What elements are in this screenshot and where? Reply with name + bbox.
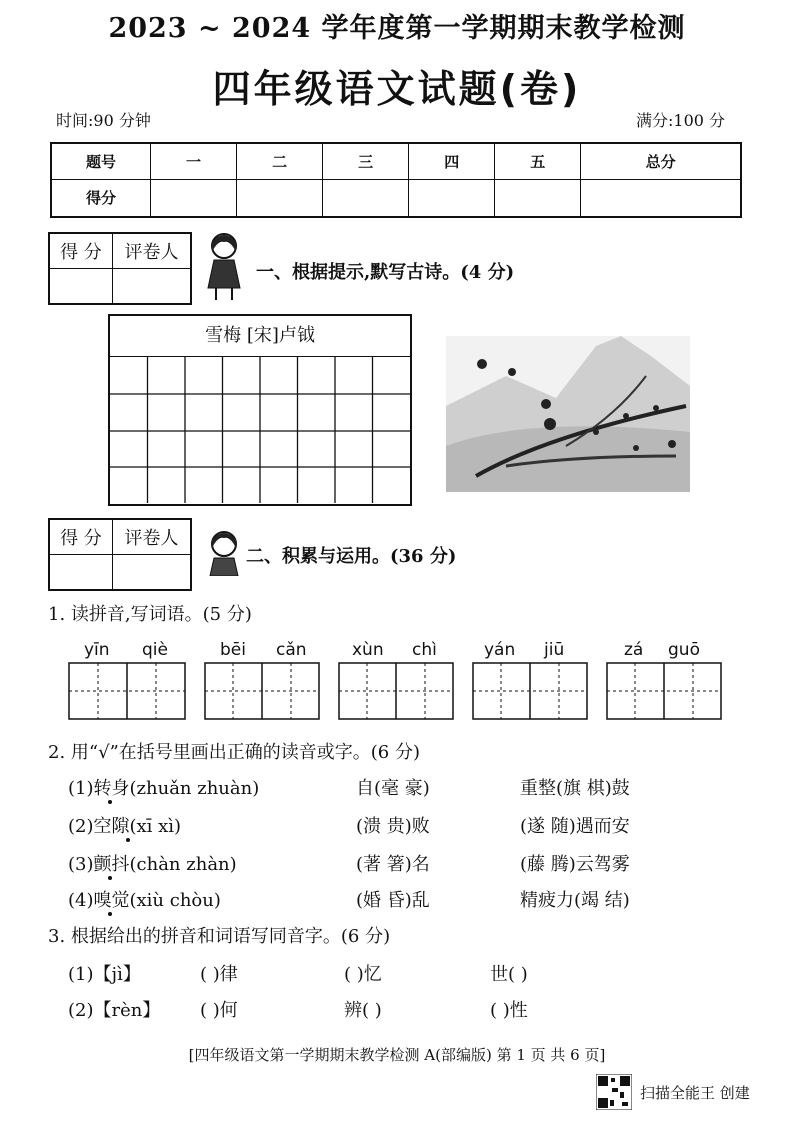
score-table-header: 题号 [51,143,151,179]
score-cell[interactable] [409,179,495,217]
writing-box[interactable] [68,662,186,720]
q3-blank[interactable]: 辨( ) [344,1000,382,1021]
pinyin: yīn [84,640,110,660]
score-table [50,142,742,218]
poem-title: 雪梅 [宋]卢钺 [110,316,410,357]
q3-title: 3. 根据给出的拼音和词语写同音字。(6 分) [48,926,391,947]
q3-blank[interactable]: ( )忆 [344,964,382,985]
q2-item[interactable]: (4)嗅觉(xiù chòu) [68,890,221,911]
score-table-header: 一 [151,143,237,179]
pinyin: chì [412,640,437,660]
q3-blank[interactable]: ( )律 [200,964,238,985]
pinyin: qiè [142,640,168,660]
q3-blank[interactable]: 世( ) [490,964,528,985]
qr-code-icon [596,1074,632,1110]
q2-item[interactable]: 自(毫 豪) [356,778,430,799]
exam-full-score: 满分:100 分 [636,111,726,130]
q2-item[interactable]: (藤 腾)云驾雾 [520,854,630,875]
grader-label: 评卷人 [112,233,191,269]
emphasis-dot [108,876,112,880]
q2-item[interactable]: (1)转身(zhuǎn zhuàn) [68,778,260,799]
grader-box-section1 [48,232,192,305]
q3-blank[interactable]: ( )何 [200,1000,238,1021]
q2-item[interactable]: (2)空隙(xī xì) [68,816,182,837]
score-cell[interactable] [323,179,409,217]
pinyin: bēi [220,640,246,660]
section1-heading: 一、根据提示,默写古诗。(4 分) [256,262,515,283]
q2-item[interactable]: (3)颤抖(chàn zhàn) [68,854,237,875]
pinyin: cǎn [276,640,307,660]
exam-title-line2: 四年级语文试题(卷) [212,67,582,111]
score-table-header: 总分 [581,143,741,179]
q3-label: (2)【rèn】 [68,1000,161,1021]
q1-title: 1. 读拼音,写词语。(5 分) [48,604,252,625]
pinyin: yán [484,640,516,660]
score-cell[interactable] [151,179,237,217]
pinyin: guō [668,640,700,660]
scanner-watermark: 扫描全能王 创建 [640,1084,750,1102]
q2-item[interactable]: 重整(旗 棋)鼓 [520,778,630,799]
grader-score-label: 得 分 [49,519,112,555]
q2-title: 2. 用“√”在括号里画出正确的读音或字。(6 分) [48,742,420,763]
grader-score-label: 得 分 [49,233,112,269]
q2-item[interactable]: 精疲力(竭 结) [520,890,630,911]
girl-thinking-illustration-icon [204,528,244,576]
poem-grid-lines [110,357,410,503]
score-table-header: 四 [409,143,495,179]
writing-box[interactable] [338,662,454,720]
pinyin: zá [624,640,644,660]
grader-score-cell[interactable] [49,555,112,591]
q3-label: (1)【jì】 [68,964,141,985]
writing-box[interactable] [204,662,320,720]
girl-illustration-icon [202,230,246,304]
grader-label: 评卷人 [112,519,191,555]
exam-time: 时间:90 分钟 [56,111,151,130]
writing-box[interactable] [606,662,722,720]
score-cell[interactable] [237,179,323,217]
q2-item[interactable]: (溃 贵)败 [356,816,430,837]
score-cell[interactable] [581,179,741,217]
grader-box-section2 [48,518,192,591]
score-table-row-label: 得分 [51,179,151,217]
emphasis-dot [108,800,112,804]
q2-item[interactable]: (著 箸)名 [356,854,430,875]
score-table-header: 五 [495,143,581,179]
emphasis-dot [126,838,130,842]
poem-writing-grid[interactable] [108,314,412,506]
grader-name-cell[interactable] [112,555,191,591]
score-table-header: 二 [237,143,323,179]
q2-item[interactable]: (遂 随)遇而安 [520,816,630,837]
pinyin: xùn [352,640,384,660]
page-footer: [四年级语文第一学期期末教学检测 A(部编版) 第 1 页 共 6 页] [188,1046,606,1064]
score-cell[interactable] [495,179,581,217]
emphasis-dot [108,912,112,916]
section2-heading: 二、积累与运用。(36 分) [246,546,457,567]
pinyin: jiū [544,640,565,660]
q2-item[interactable]: (婚 昏)乱 [356,890,430,911]
grader-score-cell[interactable] [49,269,112,305]
q3-blank[interactable]: ( )性 [490,1000,528,1021]
exam-title-line1: 2023 ~ 2024 学年度第一学期期末教学检测 [108,13,686,44]
writing-box[interactable] [472,662,588,720]
plum-blossom-snow-illustration [446,336,690,492]
grader-name-cell[interactable] [112,269,191,305]
score-table-header: 三 [323,143,409,179]
